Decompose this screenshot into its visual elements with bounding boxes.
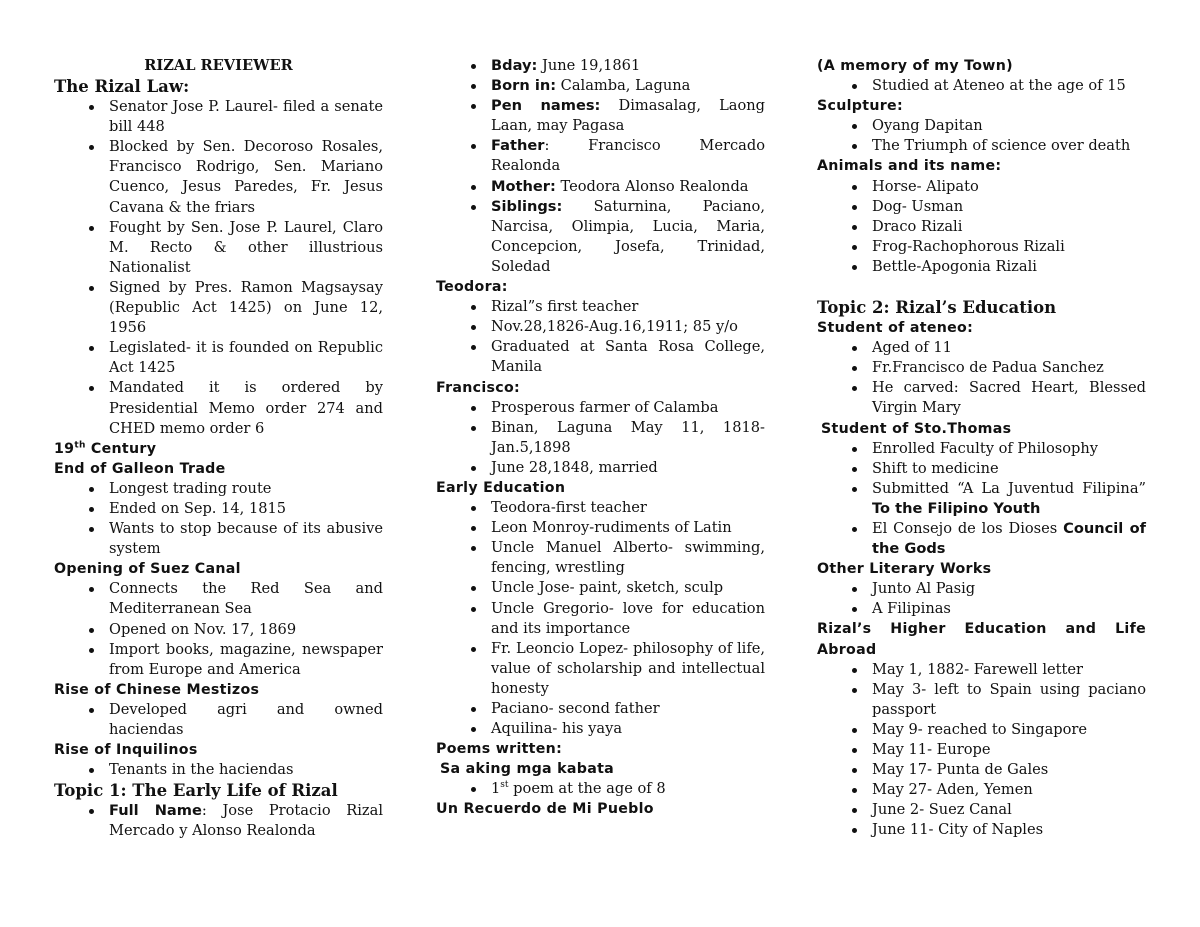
list-item: 1st poem at the age of 8 xyxy=(491,779,765,799)
list-item: May 3- left to Spain using paciano passport xyxy=(872,680,1146,720)
list-item: Studied at Ateneo at the age of 15 xyxy=(872,76,1146,96)
inquilinos-list xyxy=(54,760,383,780)
list-item: June 2- Suez Canal xyxy=(872,800,1146,820)
list-item: Graduated at Santa Rosa College, Manila xyxy=(491,337,765,377)
sto-thomas-list xyxy=(817,439,1146,560)
mestizos-list xyxy=(54,700,383,740)
list-item: Horse- Alipato xyxy=(872,177,1146,197)
francisco-heading: Francisco: xyxy=(436,379,521,396)
teodora-list xyxy=(436,297,765,377)
list-item: Bday: June 19,1861 xyxy=(491,56,765,76)
galleon-heading: End of Galleon Trade xyxy=(54,460,226,477)
list-item: May 1, 1882- Farewell letter xyxy=(872,660,1146,680)
list-item: June 11- City of Naples xyxy=(872,820,1146,840)
recuerdo-heading: Un Recuerdo de Mi Pueblo xyxy=(436,801,654,818)
other-works-list xyxy=(817,579,1146,619)
list-item: Legislated- it is founded on Republic Act 1425 xyxy=(109,338,383,378)
list-item: Prosperous farmer of Calamba xyxy=(491,398,765,418)
list-item: Nov.28,1826-Aug.16,1911; 85 y/o xyxy=(491,317,765,337)
list-item: Full Name: Jose Protacio Rizal Mercado y Alonso Realonda xyxy=(109,801,383,841)
list-item: Connects the Red Sea and Mediterranean Sea xyxy=(109,579,383,619)
early-education-heading: Early Education xyxy=(436,479,566,496)
list-item: Senator Jose P. Laurel- filed a senate bill 448 xyxy=(109,97,383,137)
list-item: Enrolled Faculty of Philosophy xyxy=(872,439,1146,459)
list-item: Uncle Gregorio- love for education and its importance xyxy=(491,599,765,639)
column-2 xyxy=(436,56,765,820)
topic1-heading: Topic 1: The Early Life of Rizal xyxy=(54,781,338,801)
list-item: May 11- Europe xyxy=(872,740,1146,760)
topic2-heading: Topic 2: Rizal’s Education xyxy=(817,298,1057,318)
list-item: Draco Rizali xyxy=(872,217,1146,237)
list-item: Tenants in the haciendas xyxy=(109,760,383,780)
list-item: Blocked by Sen. Decoroso Rosales, Francisco Rodrigo, Sen. Mariano Cuenco, Jesus Paredes, Fr. Jesus Cavana & the friars xyxy=(109,137,383,217)
list-item: Mother: Teodora Alonso Realonda xyxy=(491,177,765,197)
galleon-list xyxy=(54,479,383,559)
sculpture-heading: Sculpture: xyxy=(817,98,903,115)
list-item: Aquilina- his yaya xyxy=(491,719,765,739)
list-item: A Filipinas xyxy=(872,599,1146,619)
document-title: RIZAL REVIEWER xyxy=(144,57,293,74)
list-item: Pen names: Dimasalag, Laong Laan, may Pagasa xyxy=(491,96,765,136)
list-item: Bettle-Apogonia Rizali xyxy=(872,257,1146,277)
suez-list xyxy=(54,579,383,679)
list-item: Frog-Rachophorous Rizali xyxy=(872,237,1146,257)
list-item: May 17- Punta de Gales xyxy=(872,760,1146,780)
kabata-heading: Sa aking mga kabata xyxy=(440,761,615,778)
animals-heading: Animals and its name: xyxy=(817,158,1002,175)
list-item: El Consejo de los Dioses Council of the Gods xyxy=(872,519,1146,559)
list-item: Wants to stop because of its abusive system xyxy=(109,519,383,559)
memory-list xyxy=(817,76,1146,96)
list-item: Oyang Dapitan xyxy=(872,116,1146,136)
list-item: Fought by Sen. Jose P. Laurel, Claro M. Recto & other illustrious Nationalist xyxy=(109,218,383,278)
list-item: Teodora-first teacher xyxy=(491,498,765,518)
list-item: Rizal”s first teacher xyxy=(491,297,765,317)
poems-heading: Poems written: xyxy=(436,741,563,758)
suez-heading: Opening of Suez Canal xyxy=(54,561,241,578)
sto-thomas-heading: Student of Sto.Thomas xyxy=(821,420,1012,437)
early-education-list xyxy=(436,498,765,739)
higher-education-list xyxy=(817,660,1146,841)
list-item: Uncle Manuel Alberto- swimming, fencing, wrestling xyxy=(491,538,765,578)
list-item: Aged of 11 xyxy=(872,338,1146,358)
list-item: Mandated it is ordered by Presidential Memo order 274 and CHED memo order 6 xyxy=(109,378,383,438)
list-item: Shift to medicine xyxy=(872,459,1146,479)
list-item: Born in: Calamba, Laguna xyxy=(491,76,765,96)
list-item: May 9- reached to Singapore xyxy=(872,720,1146,740)
kabata-list xyxy=(436,779,765,799)
list-item: Opened on Nov. 17, 1869 xyxy=(109,620,383,640)
list-item: Ended on Sep. 14, 1815 xyxy=(109,499,383,519)
ateneo-heading: Student of ateneo: xyxy=(817,320,974,337)
list-item: Father: Francisco Mercado Realonda xyxy=(491,136,765,176)
list-item: He carved: Sacred Heart, Blessed Virgin Mary xyxy=(872,378,1146,418)
animals-list xyxy=(817,177,1146,277)
list-item: Signed by Pres. Ramon Magsaysay (Republic Act 1425) on June 12, 1956 xyxy=(109,278,383,338)
list-item: The Triumph of science over death xyxy=(872,136,1146,156)
list-item: Import books, magazine, newspaper from Europe and America xyxy=(109,640,383,680)
list-item: Fr.Francisco de Padua Sanchez xyxy=(872,358,1146,378)
list-item: Longest trading route xyxy=(109,479,383,499)
list-item: Binan, Laguna May 11, 1818-Jan.5,1898 xyxy=(491,418,765,458)
list-item: Siblings: Saturnina, Paciano, Narcisa, Olimpia, Lucia, Maria, Concepcion, Josefa, Trinidad, Soledad xyxy=(491,197,765,277)
list-item: Fr. Leoncio Lopez- philosophy of life, value of scholarship and intellectual honesty xyxy=(491,639,765,699)
topic1-list xyxy=(54,801,383,841)
teodora-heading: Teodora: xyxy=(436,279,508,296)
list-item: Leon Monroy-rudiments of Latin xyxy=(491,518,765,538)
ateneo-list xyxy=(817,338,1146,418)
century-heading: 19th Century xyxy=(54,439,157,457)
list-item: June 28,1848, married xyxy=(491,458,765,478)
higher-education-heading: Rizal’s Higher Education and Life Abroad xyxy=(817,621,1146,658)
column-3 xyxy=(817,56,1146,840)
facts-list xyxy=(436,56,765,277)
list-item: Junto Al Pasig xyxy=(872,579,1146,599)
column-1 xyxy=(54,56,383,841)
inquilinos-heading: Rise of Inquilinos xyxy=(54,742,198,759)
sculpture-list xyxy=(817,116,1146,156)
list-item: May 27- Aden, Yemen xyxy=(872,780,1146,800)
list-item: Submitted “A La Juventud Filipina” To the Filipino Youth xyxy=(872,479,1146,519)
rizal-law-list xyxy=(54,97,383,439)
list-item: Uncle Jose- paint, sketch, sculp xyxy=(491,578,765,598)
francisco-list xyxy=(436,398,765,478)
list-item: Dog- Usman xyxy=(872,197,1146,217)
list-item: Paciano- second father xyxy=(491,699,765,719)
list-item: Developed agri and owned haciendas xyxy=(109,700,383,740)
mestizos-heading: Rise of Chinese Mestizos xyxy=(54,681,260,698)
spacer xyxy=(817,277,1146,297)
rizal-law-heading: The Rizal Law: xyxy=(54,77,190,97)
memory-heading: (A memory of my Town) xyxy=(817,58,1013,74)
other-works-heading: Other Literary Works xyxy=(817,561,992,578)
